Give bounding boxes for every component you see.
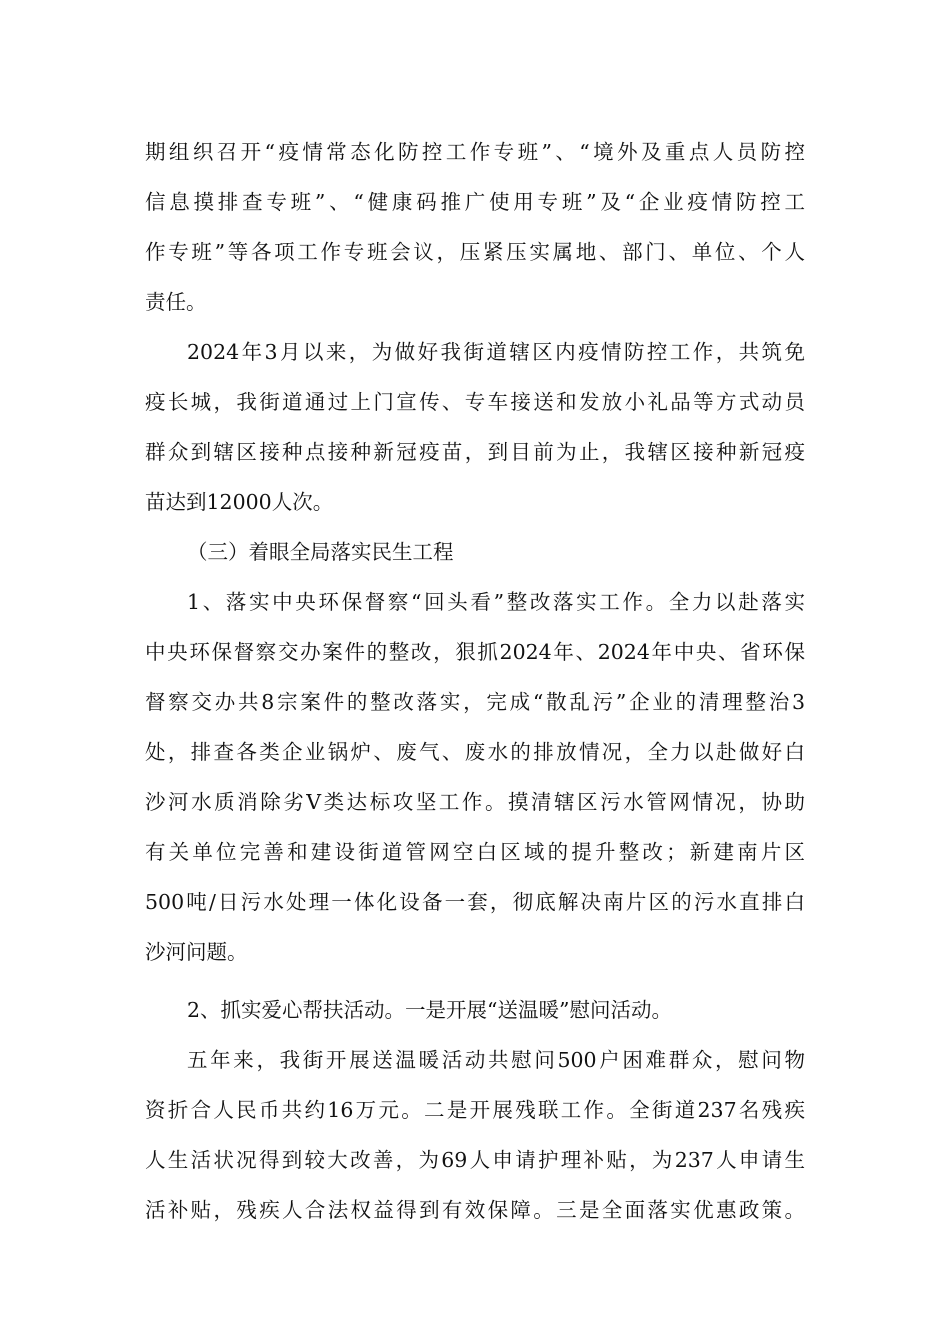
text-line: 处，排查各类企业锅炉、废气、废水的排放情况，全力以赴做好白 — [145, 740, 805, 764]
text-line: 信息摸排查专班”、“健康码推广使用专班”及“企业疫情防控工 — [145, 190, 805, 214]
text-line: 作专班”等各项工作专班会议，压紧压实属地、部门、单位、个人 — [145, 240, 805, 264]
text-line: 中央环保督察交办案件的整改，狠抓2024年、2024年中央、省环保 — [145, 640, 805, 664]
text-line: 资折合人民币共约16万元。二是开展残联工作。全街道237名残疾 — [145, 1098, 805, 1122]
text-line: 苗达到12000人次。 — [145, 490, 334, 514]
text-line: 督察交办共8宗案件的整改落实，完成“散乱污”企业的清理整治3 — [145, 690, 805, 714]
text-line: 疫长城，我街道通过上门宣传、专车接送和发放小礼品等方式动员 — [145, 390, 805, 414]
text-line: 沙河问题。 — [145, 940, 248, 964]
section-heading: （三）着眼全局落实民生工程 — [187, 540, 454, 564]
text-line: 期组织召开“疫情常态化防控工作专班”、“境外及重点人员防控 — [145, 140, 805, 164]
text-line: 人生活状况得到较大改善，为69人申请护理补贴，为237人申请生 — [145, 1148, 805, 1172]
text-line: 有关单位完善和建设街道管网空白区域的提升整改；新建南片区 — [145, 840, 805, 864]
text-line: 2、抓实爱心帮扶活动。一是开展“送温暖”慰问活动。 — [187, 998, 673, 1022]
text-line: 活补贴，残疾人合法权益得到有效保障。三是全面落实优惠政策。 — [145, 1198, 805, 1222]
text-line: 2024年3月以来，为做好我街道辖区内疫情防控工作，共筑免 — [187, 340, 805, 364]
text-line: 五年来，我街开展送温暖活动共慰问500户困难群众，慰问物 — [187, 1048, 805, 1072]
text-line: 责任。 — [145, 290, 207, 314]
text-line: 500吨/日污水处理一体化设备一套，彻底解决南片区的污水直排白 — [145, 890, 805, 914]
text-line: 沙河水质消除劣Ⅴ类达标攻坚工作。摸清辖区污水管网情况，协助 — [145, 790, 805, 814]
text-line: 1、落实中央环保督察“回头看”整改落实工作。全力以赴落实 — [187, 590, 805, 614]
text-line: 群众到辖区接种点接种新冠疫苗，到目前为止，我辖区接种新冠疫 — [145, 440, 805, 464]
